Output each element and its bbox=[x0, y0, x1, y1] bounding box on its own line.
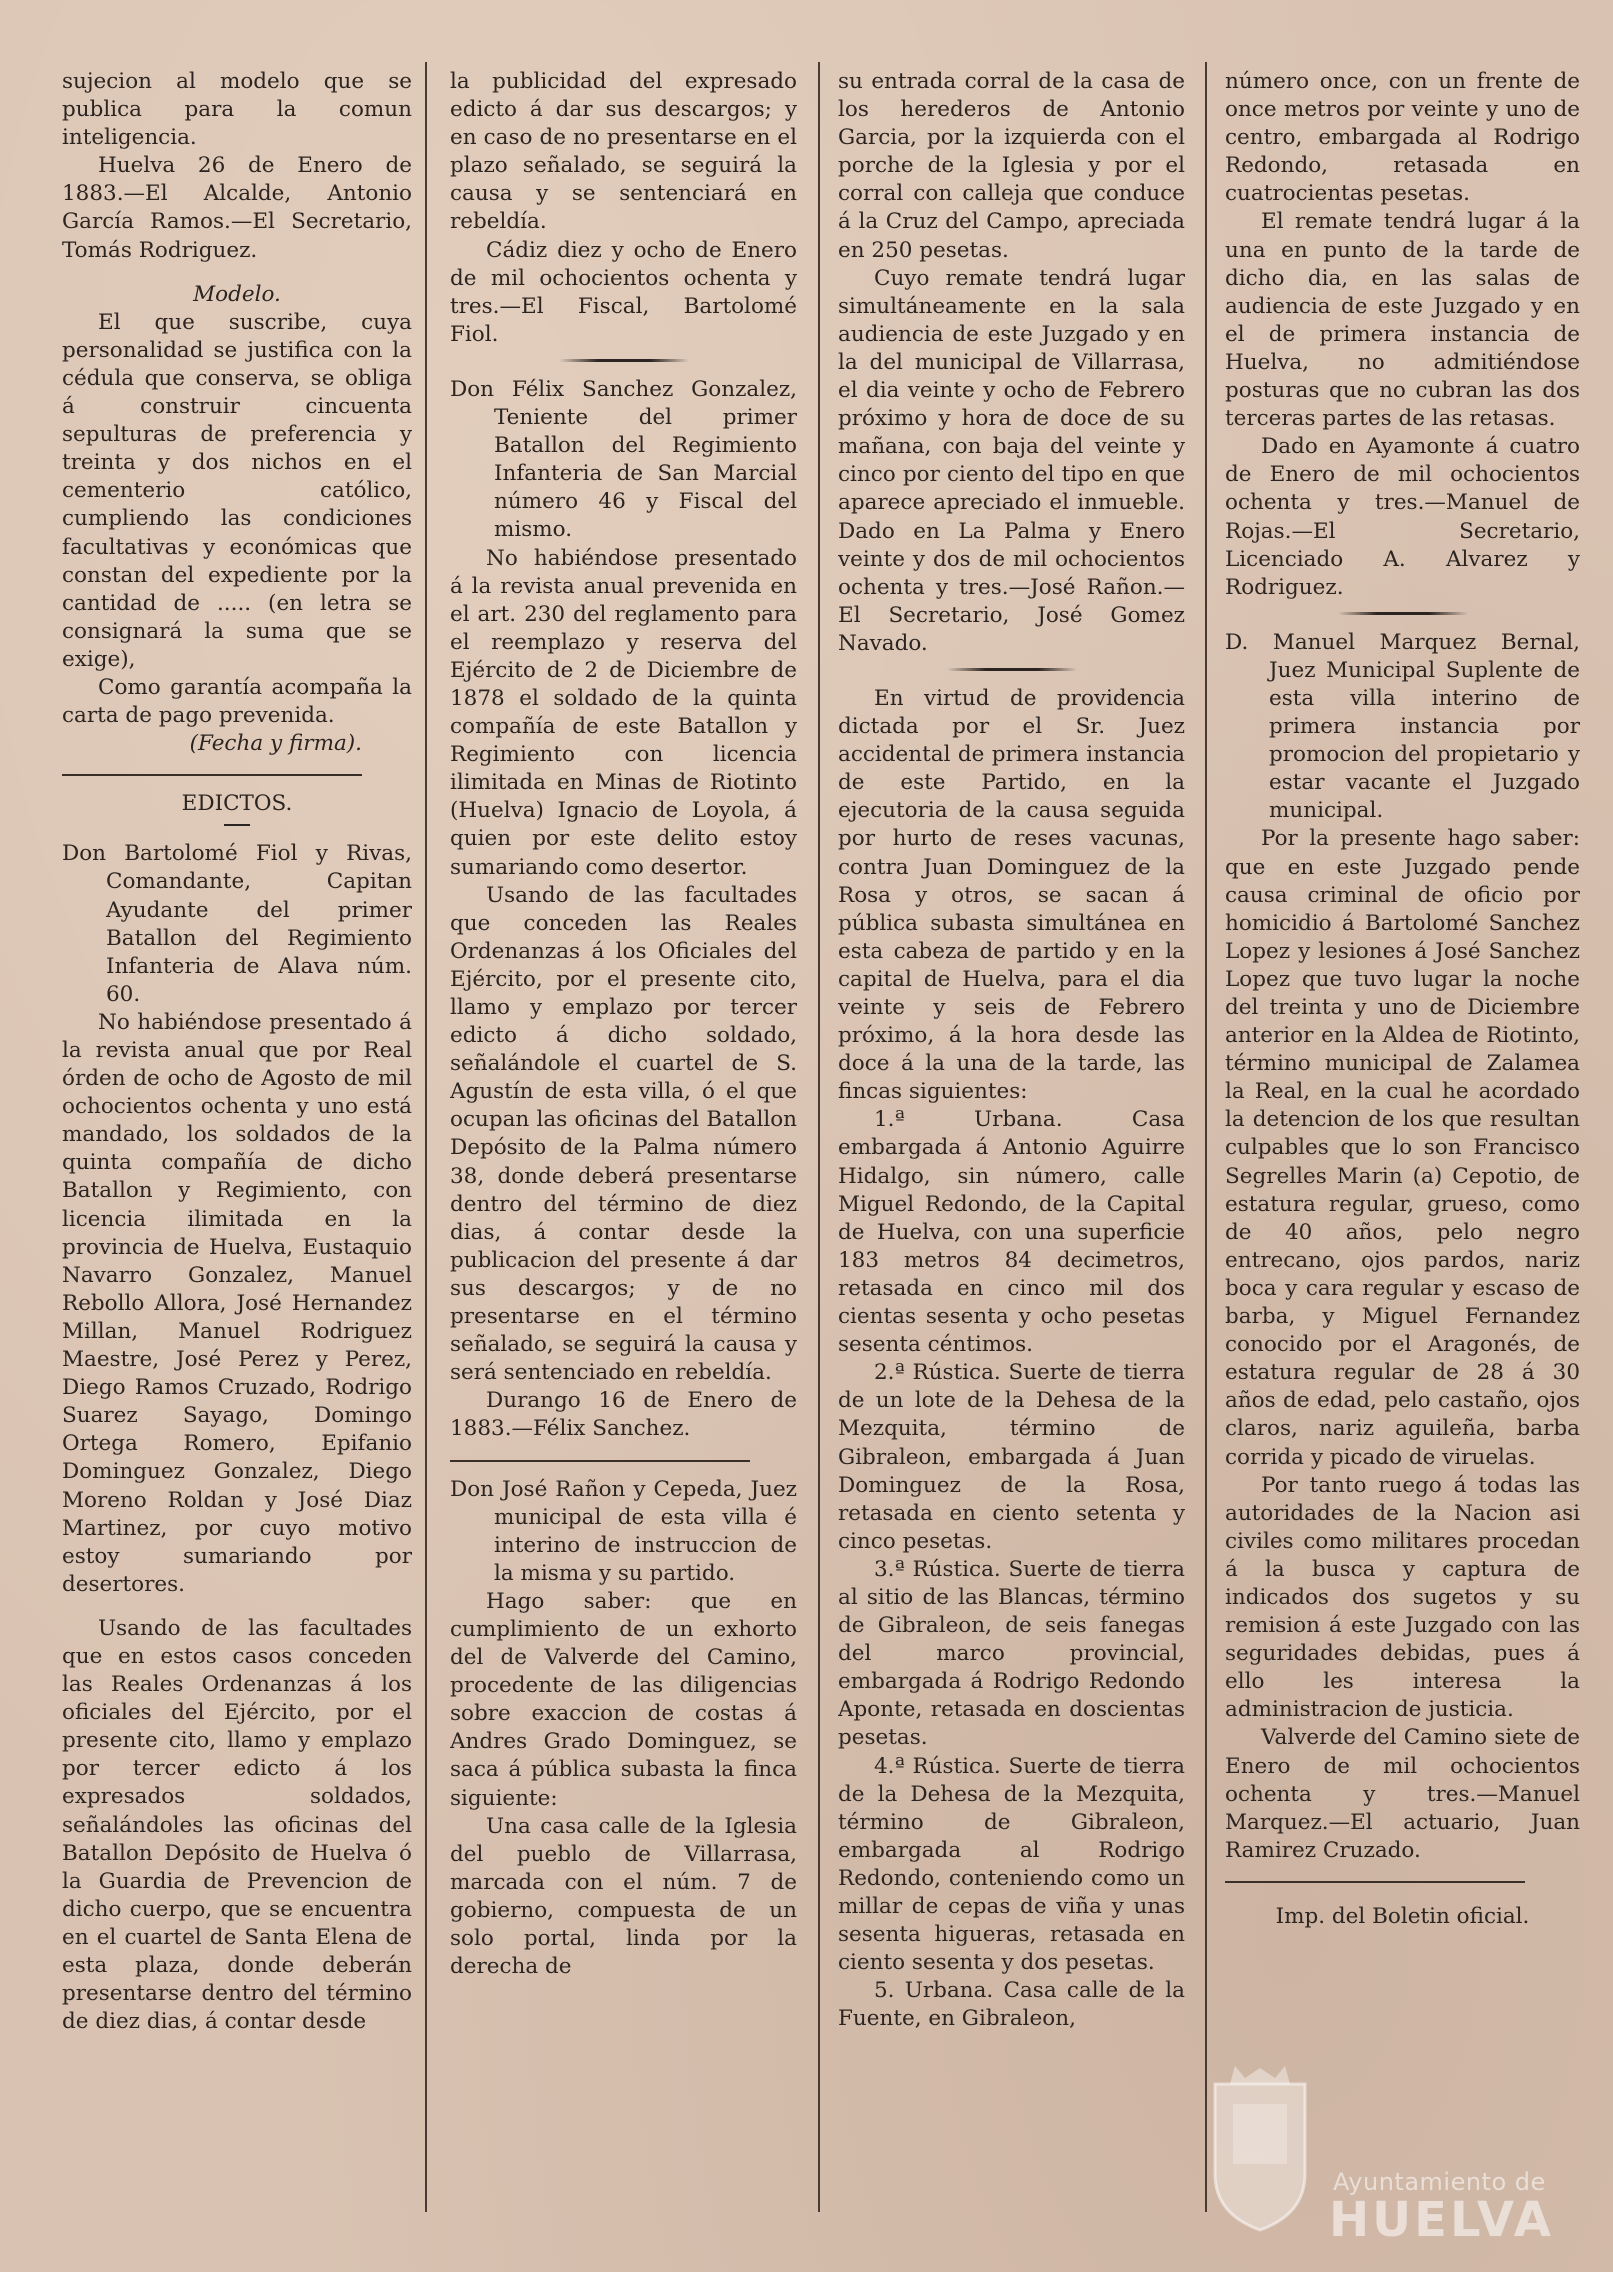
section-heading: Modelo. bbox=[193, 281, 281, 307]
paragraph: Don José Rañon y Cepeda, Juez municipal de esta villa é interino de instruccion de la misma y su partido. bbox=[450, 1476, 797, 1586]
paragraph: su entrada corral de la casa de los herederos de Antonio Garcia, por la izquierda con el porche de la Iglesia y por el corral con calleja que conduce á la Cruz del Campo, apreciada en 250 pesetas. bbox=[838, 69, 1185, 263]
column-4 bbox=[1225, 68, 1580, 2208]
paragraph: 5. Urbana. Casa calle de la Fuente, en Gibraleon, bbox=[838, 1978, 1185, 2032]
paragraph: El remate tendrá lugar á la una en punto de la tarde de dicho dia, en las salas de audiencia de este Juzgado y en el de primera instancia de Huelva, no admitiéndose posturas que no cubran las dos terceras partes de las retasas. bbox=[1225, 209, 1580, 432]
section-rule bbox=[450, 1460, 750, 1462]
heading-dash bbox=[224, 824, 250, 826]
paragraph: Cádiz diez y ocho de Enero de mil ochocientos ochenta y tres.—El Fiscal, Bartolomé Fiol. bbox=[450, 237, 797, 347]
paragraph: Por tanto ruego á todas las autoridades de la Nacion asi civiles como militares procedan á la busca y captura de indicados dos sugetos y su remision á este Juzgado con las seguridades debidas, pues á ello les interesa la administracion de justicia. bbox=[1225, 1472, 1580, 1723]
column-1 bbox=[62, 68, 412, 2208]
paragraph: 2.ª Rústica. Suerte de tierra de un lote de la Dehesa de la Mezquita, término de Gibraleon, embargada á Juan Dominguez de la Rosa, retasada en ciento setenta y cinco pesetas. bbox=[838, 1360, 1185, 1554]
paragraph: No habiéndose presentado á la revista anual prevenida en el art. 230 del reglamento para el reemplazo y reserva del Ejército de 2 de Diciembre de 1878 el soldado de la quinta compañía de este Batallon y Regimiento con licencia ilimitada en Minas de Riotinto (Huelva) Ignacio de Loyola, á quien por este delito estoy sumariando como desertor. bbox=[450, 545, 797, 880]
watermark-subtitle: Ayuntamiento de bbox=[1333, 2168, 1546, 2196]
paragraph: 3.ª Rústica. Suerte de tierra al sitio de las Blancas, término de Gibraleon, de seis fanegas del marco provincial, embargada á Rodrigo Redondo Aponte, retasada en doscientas pesetas. bbox=[838, 1556, 1185, 1751]
paragraph: 4.ª Rústica. Suerte de tierra de la Dehesa de la Mezquita, término de Gibraleon, embargada al Rodrigo Redondo, conteniendo como un millar de cepas de viña y unas sesenta higueras, retasada en ciento sesenta y dos pesetas. bbox=[838, 1753, 1185, 1976]
paragraph: sujecion al modelo que se publica para la comun inteligencia. bbox=[62, 69, 412, 151]
printer-imprint: Imp. del Boletin oficial. bbox=[1275, 1903, 1530, 1929]
paragraph: Como garantía acompaña la carta de pago prevenida. bbox=[62, 674, 412, 729]
paragraph: número once, con un frente de once metros por veinte y uno de centro, embargada al Rodrigo Redondo, retasada en cuatrocientas pesetas. bbox=[1225, 69, 1580, 207]
section-separator bbox=[947, 668, 1077, 671]
column-3 bbox=[838, 68, 1185, 2208]
section-rule bbox=[1225, 1881, 1525, 1883]
paragraph: Usando de las facultades que en estos casos conceden las Reales Ordenanzas á los oficiales del Ejército, por el presente cito, llamo y emplazo por tercer edicto á los expresados soldados, señalándoles las oficinas del Batallon Depósito de Huelva ó la Guardia de Prevencion de dicho cuerpo, que se encuentra en el cuartel de Santa Elena de esta plaza, donde deberán presentarse dentro del término de diez dias, á contar desde bbox=[62, 1615, 412, 2035]
section-separator bbox=[1338, 612, 1468, 615]
paragraph: Dado en Ayamonte á cuatro de Enero de mil ochocientos ochenta y tres.—Manuel de Rojas.—El Secretario, Licenciado A. Alvarez y Rodriguez. bbox=[1225, 434, 1580, 600]
paragraph: Una casa calle de la Iglesia del pueblo de Villarrasa, marcada con el núm. 7 de gobierno, compuesta de un solo portal, linda por la derecha de bbox=[450, 1813, 797, 1980]
paragraph: Hago saber: que en cumplimiento de un exhorto del de Valverde del Camino, procedente de las diligencias sobre exaccion de costas á Andres Grado Dominguez, se saca á pública subasta la finca siguiente: bbox=[450, 1588, 797, 1811]
column-rule bbox=[818, 62, 820, 2212]
city-shield-icon bbox=[1205, 2064, 1315, 2234]
paragraph: No habiéndose presentado á la revista anual que por Real órden de ocho de Agosto de mil ochocientos ochenta y uno está mandado, los soldados de la quinta compañía de dicho Batallon y Regimiento, con licencia ilimitada en la provincia de Huelva, Eustaquio Navarro Gonzalez, Manuel Rebollo Allora, José Hernandez Millan, Manuel Rodriguez Maestre, José Perez y Perez, Diego Ramos Cruzado, Rodrigo Suarez Sayago, Domingo Ortega Romero, Epifanio Dominguez Gonzalez, Diego Moreno Roldan y José Diaz Martinez, por cuyo motivo estoy sumariando por desertores. bbox=[62, 1009, 412, 1597]
paragraph: 1.ª Urbana. Casa embargada á Antonio Aguirre Hidalgo, sin número, calle Miguel Redondo, de la Capital de Huelva, con una superficie 183 metros 84 decimetros, retasada en cinco mil dos cientas sesenta y ocho pesetas sesenta céntimos. bbox=[838, 1107, 1185, 1358]
section-heading: EDICTOS. bbox=[181, 791, 293, 817]
paragraph: El que suscribe, cuya personalidad se justifica con la cédula que conserva, se obliga á construir cincuenta sepulturas de preferencia y treinta y dos nichos en el cementerio católico, cumpliendo las condiciones facultativas y económicas que constan del expediente por la cantidad de ..... (en letra se consignará la suma que se exige), bbox=[62, 309, 412, 672]
section-rule bbox=[62, 774, 362, 776]
paragraph: Durango 16 de Enero de 1883.—Félix Sanchez. bbox=[450, 1388, 797, 1442]
archive-watermark bbox=[1205, 2060, 1605, 2260]
column-rule bbox=[1205, 62, 1207, 2212]
paragraph: la publicidad del expresado edicto á dar sus descargos; y en caso de no presentarse en el plazo señalado, se seguirá la causa y se sentenciará en rebeldía. bbox=[450, 69, 797, 235]
watermark-title: HUELVA bbox=[1329, 2192, 1554, 2248]
paragraph: Cuyo remate tendrá lugar simultáneamente en la sala audiencia de este Juzgado y en la del municipal de Villarrasa, el dia veinte y ocho de Febrero próximo y hora de doce de su mañana, con baja del veinte y cinco por ciento del tipo en que aparece apreciado el inmueble. Dado en La Palma y Enero veinte y dos de mil ochocientos ochenta y tres.—José Rañon.—El Secretario, José Gomez Navado. bbox=[838, 265, 1185, 656]
paragraph: Por la presente hago saber: que en este Juzgado pende causa criminal de oficio por homicidio á Bartolomé Sanchez Lopez y lesiones á José Sanchez Lopez que tuvo lugar la noche del treinta y uno de Diciembre anterior en la Aldea de Riotinto, término municipal de Zalamea la Real, en la cual he acordado la detencion de los que resultan culpables que lo son Francisco Segrelles Marin (a) Cepotio, de estatura regular, grueso, como de 40 años, pelo negro entrecano, ojos pardos, nariz boca y cara regular y escaso de barba, y Miguel Fernandez conocido por el Aragonés, de estatura regular de 28 á 30 años de edad, pelo castaño, ojos claros, nariz aguileña, barba corrida y picado de viruelas. bbox=[1225, 826, 1580, 1470]
paragraph: D. Manuel Marquez Bernal, Juez Municipal Suplente de esta villa interino de primera instancia por promocion del propietario y estar vacante el Juzgado municipal. bbox=[1225, 629, 1580, 824]
column-2 bbox=[450, 68, 797, 2208]
paragraph: Valverde del Camino siete de Enero de mil ochocientos ochenta y tres.—Manuel Marquez.—El actuario, Juan Ramirez Cruzado. bbox=[1225, 1725, 1580, 1863]
section-separator bbox=[559, 359, 689, 362]
paragraph: Huelva 26 de Enero de 1883.—El Alcalde, Antonio García Ramos.—El Secretario, Tomás Rodriguez. bbox=[62, 153, 412, 263]
paragraph: Usando de las facultades que conceden las Reales Ordenanzas á los Oficiales del Ejército, por el presente cito, llamo y emplazo por tercer edicto á dicho soldado, señalándole el cuartel de S. Agustín de esta villa, ó el que ocupan las oficinas del Batallon Depósito de la Palma número 38, donde deberá presentarse dentro del término de diez dias, á contar desde la publicacion del presente á dar sus descargos; y de no presentarse en el término señalado, se seguirá la causa y será sentenciado en rebeldía. bbox=[450, 882, 797, 1386]
column-rule bbox=[425, 62, 427, 2212]
paragraph: Don Félix Sanchez Gonzalez, Teniente del primer Batallon del Regimiento Infanteria de San Marcial número 46 y Fiscal del mismo. bbox=[450, 376, 797, 543]
paragraph: En virtud de providencia dictada por el Sr. Juez accidental de primera instancia de este Partido, en la ejecutoria de la causa seguida por hurto de reses vacunas, contra Juan Dominguez de la Rosa y otros, se sacan á pública subasta simultánea en esta cabeza de partido y en la capital de Huelva, para el dia veinte y seis de Febrero próximo, á la hora desde las doce á la una de la tarde, las fincas siguientes: bbox=[838, 685, 1185, 1105]
paragraph: (Fecha y firma). bbox=[189, 731, 362, 757]
paragraph: Don Bartolomé Fiol y Rivas, Comandante, Capitan Ayudante del primer Batallon del Regimiento Infanteria de Alava núm. 60. bbox=[62, 841, 412, 1007]
